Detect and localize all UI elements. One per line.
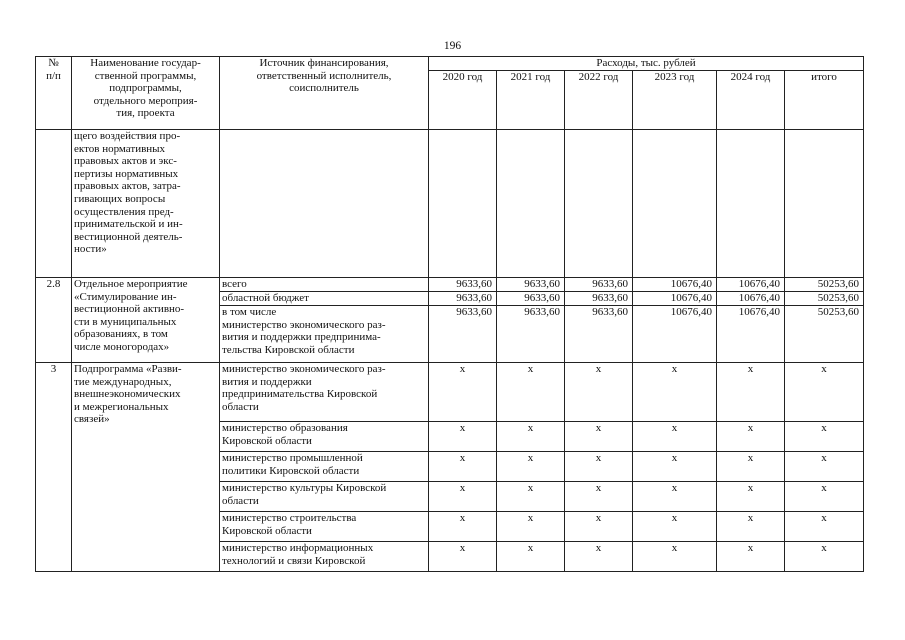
value-cell: 9633,60 (565, 292, 633, 306)
continuation-cell (497, 130, 565, 278)
continuation-num (36, 130, 72, 278)
source-cell: всего (220, 278, 429, 292)
year-2024: 2024 год (717, 71, 785, 130)
continuation-cell (565, 130, 633, 278)
x-mark: x (633, 482, 717, 512)
budget-table (35, 56, 864, 572)
value-cell: 10676,40 (717, 306, 785, 363)
value-cell: 50253,60 (785, 278, 864, 292)
x-mark: x (717, 363, 785, 422)
value-cell: 9633,60 (565, 278, 633, 292)
x-mark: x (633, 542, 717, 572)
year-2020: 2020 год (429, 71, 497, 130)
value-cell: 10676,40 (717, 292, 785, 306)
year-2022: 2022 год (565, 71, 633, 130)
source-cell: министерство образования Кировской области (220, 422, 429, 452)
source-cell: министерство строительства Кировской области (220, 512, 429, 542)
header-source: Источник финансирования, ответственный исполнитель, соисполнитель (220, 57, 429, 130)
x-mark: x (497, 422, 565, 452)
header-name: Наименование государ- ственной программы, подпрограммы, отдельного мероприя- тия, проекта (72, 57, 220, 130)
x-mark: x (497, 363, 565, 422)
year-2023: 2023 год (633, 71, 717, 130)
value-cell: 9633,60 (497, 306, 565, 363)
value-cell: 10676,40 (717, 278, 785, 292)
source-cell: областной бюджет (220, 292, 429, 306)
x-mark: x (717, 452, 785, 482)
value-cell: 10676,40 (633, 278, 717, 292)
source-cell: министерство промышленной политики Кировской области (220, 452, 429, 482)
x-mark: x (717, 482, 785, 512)
x-mark: x (429, 422, 497, 452)
x-mark: x (785, 542, 864, 572)
header-row (36, 57, 864, 71)
x-mark: x (497, 542, 565, 572)
x-mark: x (785, 512, 864, 542)
value-cell: 9633,60 (429, 306, 497, 363)
x-mark: x (633, 512, 717, 542)
page-number: 196 (443, 40, 462, 52)
item-2-8-row-total (36, 278, 864, 292)
x-mark: x (785, 422, 864, 452)
item-3-row-economy (36, 363, 864, 422)
x-mark: x (497, 452, 565, 482)
x-mark: x (429, 452, 497, 482)
x-mark: x (429, 363, 497, 422)
x-mark: x (497, 512, 565, 542)
item-2-8-num: 2.8 (36, 278, 72, 363)
x-mark: x (633, 363, 717, 422)
header-num: № п/п (36, 57, 72, 130)
value-cell: 10676,40 (633, 292, 717, 306)
x-mark: x (497, 482, 565, 512)
x-mark: x (565, 512, 633, 542)
source-cell: министерство информационных технологий и связи Кировской (220, 542, 429, 572)
x-mark: x (429, 512, 497, 542)
source-cell: министерство экономического раз- вития и поддержки предпринимательства Кировской области (220, 363, 429, 422)
item-2-8-name: Отдельное мероприятие «Стимулирование ин- вестиционной активно- сти в муниципальных образованиях, в том числе моногородах» (72, 278, 220, 363)
x-mark: x (429, 482, 497, 512)
x-mark: x (565, 482, 633, 512)
header-expenses: Расходы, тыс. рублей (429, 57, 864, 71)
x-mark: x (633, 452, 717, 482)
x-mark: x (565, 542, 633, 572)
value-cell: 9633,60 (429, 292, 497, 306)
continuation-cell (633, 130, 717, 278)
year-2021: 2021 год (497, 71, 565, 130)
continuation-source (220, 130, 429, 278)
x-mark: x (717, 542, 785, 572)
value-cell: 9633,60 (565, 306, 633, 363)
source-cell: министерство культуры Кировской области (220, 482, 429, 512)
x-mark: x (785, 452, 864, 482)
source-cell: в том числе министерство экономического раз- вития и поддержки предпринима- тельства Кировской области (220, 306, 429, 363)
x-mark: x (565, 422, 633, 452)
continuation-row (36, 130, 864, 278)
x-mark: x (565, 363, 633, 422)
value-cell: 9633,60 (497, 278, 565, 292)
item-3-name: Подпрограмма «Разви- тие международных, внешнеэкономических и межрегиональных связей» (72, 363, 220, 572)
continuation-cell (717, 130, 785, 278)
x-mark: x (633, 422, 717, 452)
x-mark: x (429, 542, 497, 572)
continuation-cell (429, 130, 497, 278)
x-mark: x (785, 482, 864, 512)
x-mark: x (717, 422, 785, 452)
item-3-num: 3 (36, 363, 72, 572)
continuation-cell (785, 130, 864, 278)
value-cell: 50253,60 (785, 292, 864, 306)
value-cell: 10676,40 (633, 306, 717, 363)
continuation-name: щего воздействия про- ектов нормативных правовых актов и экс- пертизы нормативных правовых актов, затра- гивающих вопросы осуществления пред- принимательской и ин- вестиционной деятель- ности» (72, 130, 220, 278)
x-mark: x (785, 363, 864, 422)
x-mark: x (565, 452, 633, 482)
value-cell: 9633,60 (497, 292, 565, 306)
value-cell: 9633,60 (429, 278, 497, 292)
value-cell: 50253,60 (785, 306, 864, 363)
year-total: итого (785, 71, 864, 130)
x-mark: x (717, 512, 785, 542)
